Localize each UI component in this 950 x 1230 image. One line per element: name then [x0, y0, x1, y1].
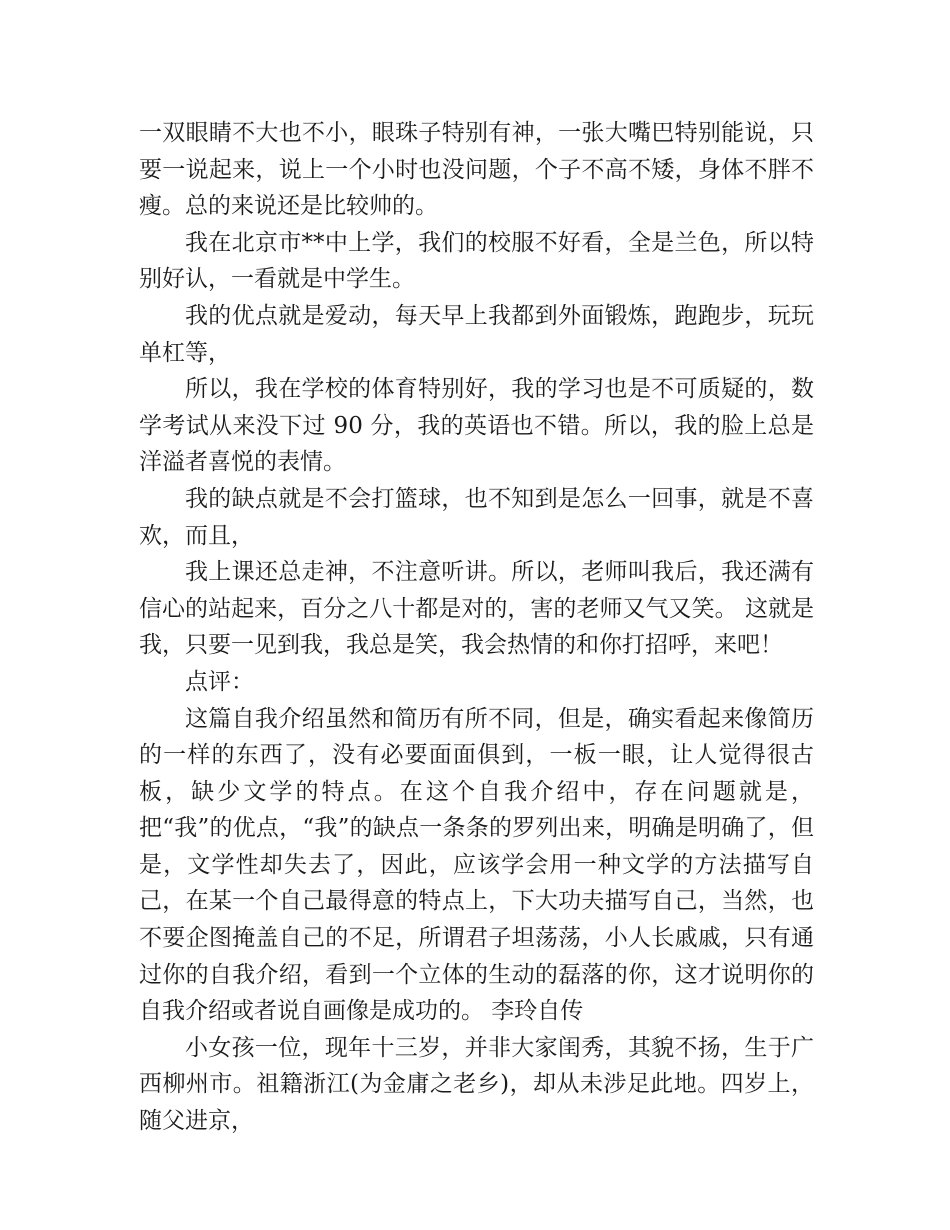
- paragraph: 小女孩一位，现年十三岁，并非大家闺秀，其貌不扬，生于广西柳州市。祖籍浙江(为金庸之老乡)，却从未涉足此地。四岁上，随父进京，: [139, 1034, 814, 1135]
- commentary-paragraph: 这篇自我介绍虽然和简历有所不同，但是，确实看起来像简历的一样的东西了，没有必要面面俱到，一板一眼，让人觉得很古板，缺少文学的特点。在这个自我介绍中，存在问题就是，把“我”的优点，“我”的缺点一条条的罗列出来，明确是明确了，但是，文学性却失去了，因此，应该学会用一种文学的方法描写自己，在某一个自己最得意的特点上，下大功夫描写自己，当然，也不要企图掩盖自己的不足，所谓君子坦荡荡，小人长戚戚，只有通过你的自我介绍，看到一个立体的生动的磊落的你，这才说明你的自我介绍或者说自画像是成功的。 李玲自传: [139, 705, 814, 1025]
- paragraph: 一双眼睛不大也不小，眼珠子特别有神，一张大嘴巴特别能说，只要一说起来，说上一个小时也没问题，个子不高不矮，身体不胖不瘦。总的来说还是比较帅的。: [139, 120, 814, 220]
- paragraph: 所以，我在学校的体育特别好，我的学习也是不可质疑的，数学考试从来没下过 90 分，我的英语也不错。所以，我的脸上总是洋溢者喜悦的表情。: [139, 376, 814, 476]
- paragraph: 我上课还总走神，不注意听讲。所以，老师叫我后，我还满有信心的站起来，百分之八十都是对的，害的老师又气又笑。 这就是我，只要一见到我，我总是笑，我会热情的和你打招呼，来吧！: [139, 559, 814, 659]
- document-body: [139, 115, 814, 1140]
- commentary-heading: 点评：: [185, 668, 254, 695]
- paragraph: 我的优点就是爱动，每天早上我都到外面锻炼，跑跑步，玩玩单杠等，: [139, 302, 814, 366]
- paragraph: 我的缺点就是不会打篮球，也不知到是怎么一回事，就是不喜欢，而且，: [139, 485, 814, 549]
- paragraph: 我在北京市**中上学，我们的校服不好看，全是兰色，所以特别好认，一看就是中学生。: [139, 229, 814, 293]
